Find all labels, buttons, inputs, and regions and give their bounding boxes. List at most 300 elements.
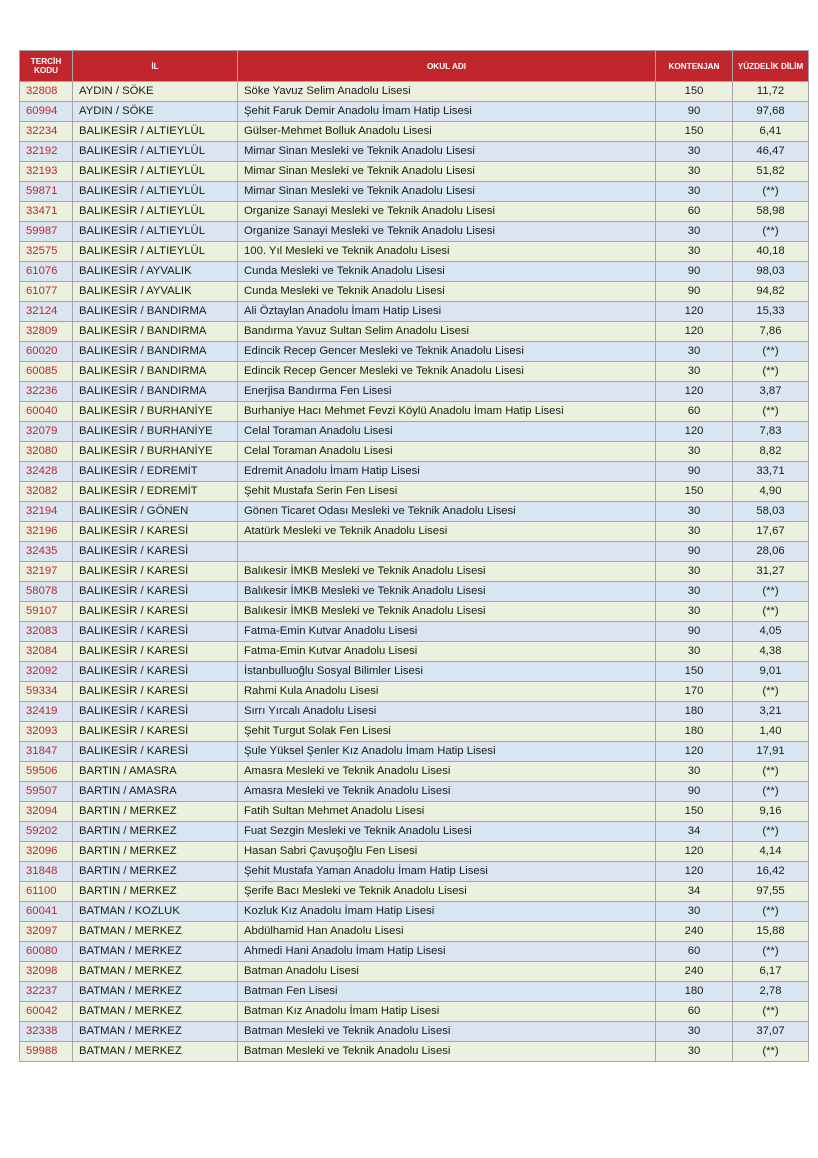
table-row xyxy=(20,922,809,942)
column-header-okul-adi: OKUL ADI xyxy=(238,51,656,82)
il-cell: BATMAN / MERKEZ xyxy=(73,922,238,942)
yuzdelik-dilim-cell: 7,86 xyxy=(733,322,809,342)
kontenjan-cell: 120 xyxy=(656,302,733,322)
okul-adi-cell: Atatürk Mesleki ve Teknik Anadolu Lisesi xyxy=(238,522,656,542)
tercih-kodu-cell: 31847 xyxy=(20,742,73,762)
tercih-kodu-cell: 61076 xyxy=(20,262,73,282)
il-cell: BALIKESİR / BANDIRMA xyxy=(73,342,238,362)
il-cell: BALIKESİR / ALTIEYLÜL xyxy=(73,182,238,202)
yuzdelik-dilim-cell: 94,82 xyxy=(733,282,809,302)
il-cell: BALIKESİR / KARESİ xyxy=(73,642,238,662)
tercih-kodu-cell: 33471 xyxy=(20,202,73,222)
table-row xyxy=(20,842,809,862)
table-row xyxy=(20,262,809,282)
kontenjan-cell: 90 xyxy=(656,282,733,302)
tercih-kodu-cell: 32809 xyxy=(20,322,73,342)
kontenjan-cell: 90 xyxy=(656,102,733,122)
okul-adi-cell: Söke Yavuz Selim Anadolu Lisesi xyxy=(238,82,656,102)
table-row xyxy=(20,242,809,262)
okul-adi-cell: Batman Mesleki ve Teknik Anadolu Lisesi xyxy=(238,1022,656,1042)
yuzdelik-dilim-cell: (**) xyxy=(733,942,809,962)
kontenjan-cell: 30 xyxy=(656,362,733,382)
il-cell: BALIKESİR / KARESİ xyxy=(73,542,238,562)
il-cell: BATMAN / MERKEZ xyxy=(73,942,238,962)
tercih-kodu-cell: 32575 xyxy=(20,242,73,262)
yuzdelik-dilim-cell: 4,38 xyxy=(733,642,809,662)
tercih-kodu-cell: 61077 xyxy=(20,282,73,302)
il-cell: BALIKESİR / BANDIRMA xyxy=(73,382,238,402)
table-row xyxy=(20,322,809,342)
table-row xyxy=(20,382,809,402)
tercih-kodu-cell: 61100 xyxy=(20,882,73,902)
tercih-kodu-cell: 32338 xyxy=(20,1022,73,1042)
table-row xyxy=(20,862,809,882)
tercih-kodu-cell: 60020 xyxy=(20,342,73,362)
il-cell: BALIKESİR / GÖNEN xyxy=(73,502,238,522)
yuzdelik-dilim-cell: 4,90 xyxy=(733,482,809,502)
table-row xyxy=(20,902,809,922)
tercih-kodu-cell: 32196 xyxy=(20,522,73,542)
yuzdelik-dilim-cell: 16,42 xyxy=(733,862,809,882)
okul-adi-cell: Mimar Sinan Mesleki ve Teknik Anadolu Lisesi xyxy=(238,182,656,202)
okul-adi-cell: Cunda Mesleki ve Teknik Anadolu Lisesi xyxy=(238,262,656,282)
table-header xyxy=(20,51,809,82)
kontenjan-cell: 30 xyxy=(656,762,733,782)
yuzdelik-dilim-cell: 3,87 xyxy=(733,382,809,402)
il-cell: BALIKESİR / ALTIEYLÜL xyxy=(73,222,238,242)
okul-adi-cell: Balıkesir İMKB Mesleki ve Teknik Anadolu Lisesi xyxy=(238,602,656,622)
okul-adi-cell: Edincik Recep Gencer Mesleki ve Teknik Anadolu Lisesi xyxy=(238,362,656,382)
kontenjan-cell: 120 xyxy=(656,422,733,442)
tercih-kodu-cell: 32080 xyxy=(20,442,73,462)
okul-adi-cell: Organize Sanayi Mesleki ve Teknik Anadolu Lisesi xyxy=(238,202,656,222)
il-cell: BALIKESİR / KARESİ xyxy=(73,522,238,542)
yuzdelik-dilim-cell: 2,78 xyxy=(733,982,809,1002)
column-header-il: İL xyxy=(73,51,238,82)
yuzdelik-dilim-cell: 31,27 xyxy=(733,562,809,582)
table-row xyxy=(20,582,809,602)
tercih-kodu-cell: 32098 xyxy=(20,962,73,982)
tercih-kodu-cell: 32236 xyxy=(20,382,73,402)
kontenjan-cell: 120 xyxy=(656,322,733,342)
il-cell: BARTIN / AMASRA xyxy=(73,782,238,802)
tercih-kodu-cell: 59202 xyxy=(20,822,73,842)
tercih-kodu-cell: 32197 xyxy=(20,562,73,582)
okul-adi-cell: Batman Fen Lisesi xyxy=(238,982,656,1002)
yuzdelik-dilim-cell: 6,41 xyxy=(733,122,809,142)
yuzdelik-dilim-cell: 58,03 xyxy=(733,502,809,522)
il-cell: BARTIN / MERKEZ xyxy=(73,842,238,862)
tercih-kodu-cell: 32419 xyxy=(20,702,73,722)
yuzdelik-dilim-cell: 9,16 xyxy=(733,802,809,822)
table-row xyxy=(20,662,809,682)
tercih-kodu-cell: 32808 xyxy=(20,82,73,102)
okul-adi-cell: 100. Yıl Mesleki ve Teknik Anadolu Lisesi xyxy=(238,242,656,262)
kontenjan-cell: 150 xyxy=(656,482,733,502)
table-row xyxy=(20,222,809,242)
okul-adi-cell: Balıkesir İMKB Mesleki ve Teknik Anadolu Lisesi xyxy=(238,582,656,602)
table-row xyxy=(20,202,809,222)
tercih-kodu-cell: 32096 xyxy=(20,842,73,862)
il-cell: BALIKESİR / KARESİ xyxy=(73,582,238,602)
kontenjan-cell: 30 xyxy=(656,1042,733,1062)
table-row xyxy=(20,442,809,462)
tercih-kodu-cell: 60994 xyxy=(20,102,73,122)
yuzdelik-dilim-cell: 3,21 xyxy=(733,702,809,722)
okul-adi-cell: Edremit Anadolu İmam Hatip Lisesi xyxy=(238,462,656,482)
kontenjan-cell: 120 xyxy=(656,382,733,402)
yuzdelik-dilim-cell: (**) xyxy=(733,762,809,782)
kontenjan-cell: 180 xyxy=(656,982,733,1002)
kontenjan-cell: 120 xyxy=(656,842,733,862)
tercih-kodu-cell: 32237 xyxy=(20,982,73,1002)
okul-adi-cell: Hasan Sabri Çavuşoğlu Fen Lisesi xyxy=(238,842,656,862)
tercih-kodu-cell: 60080 xyxy=(20,942,73,962)
yuzdelik-dilim-cell: 11,72 xyxy=(733,82,809,102)
il-cell: BATMAN / MERKEZ xyxy=(73,1002,238,1022)
il-cell: BALIKESİR / KARESİ xyxy=(73,662,238,682)
yuzdelik-dilim-cell: (**) xyxy=(733,342,809,362)
table-row xyxy=(20,1042,809,1062)
tercih-kodu-cell: 32192 xyxy=(20,142,73,162)
table-row xyxy=(20,822,809,842)
tercih-kodu-cell: 31848 xyxy=(20,862,73,882)
okul-adi-cell: Bandırma Yavuz Sultan Selim Anadolu Lisesi xyxy=(238,322,656,342)
kontenjan-cell: 30 xyxy=(656,182,733,202)
okul-adi-cell: Mimar Sinan Mesleki ve Teknik Anadolu Lisesi xyxy=(238,142,656,162)
table-row xyxy=(20,362,809,382)
il-cell: BALIKESİR / KARESİ xyxy=(73,702,238,722)
il-cell: BALIKESİR / ALTIEYLÜL xyxy=(73,122,238,142)
kontenjan-cell: 30 xyxy=(656,142,733,162)
tercih-kodu-cell: 32124 xyxy=(20,302,73,322)
kontenjan-cell: 90 xyxy=(656,262,733,282)
kontenjan-cell: 150 xyxy=(656,802,733,822)
okul-adi-cell: Abdülhamid Han Anadolu Lisesi xyxy=(238,922,656,942)
kontenjan-cell: 60 xyxy=(656,402,733,422)
kontenjan-cell: 30 xyxy=(656,562,733,582)
kontenjan-cell: 120 xyxy=(656,862,733,882)
tercih-kodu-cell: 32079 xyxy=(20,422,73,442)
kontenjan-cell: 30 xyxy=(656,602,733,622)
table-row xyxy=(20,942,809,962)
il-cell: BALIKESİR / BANDIRMA xyxy=(73,362,238,382)
kontenjan-cell: 180 xyxy=(656,702,733,722)
yuzdelik-dilim-cell: 9,01 xyxy=(733,662,809,682)
table-row xyxy=(20,502,809,522)
kontenjan-cell: 240 xyxy=(656,962,733,982)
il-cell: BATMAN / KOZLUK xyxy=(73,902,238,922)
okul-adi-cell: Rahmi Kula Anadolu Lisesi xyxy=(238,682,656,702)
yuzdelik-dilim-cell: 15,88 xyxy=(733,922,809,942)
il-cell: BALIKESİR / KARESİ xyxy=(73,742,238,762)
table-row xyxy=(20,882,809,902)
kontenjan-cell: 30 xyxy=(656,642,733,662)
kontenjan-cell: 90 xyxy=(656,542,733,562)
tercih-kodu-cell: 32194 xyxy=(20,502,73,522)
table-row xyxy=(20,102,809,122)
yuzdelik-dilim-cell: 51,82 xyxy=(733,162,809,182)
okul-adi-cell: Ali Öztaylan Anadolu İmam Hatip Lisesi xyxy=(238,302,656,322)
okul-adi-cell: Gönen Ticaret Odası Mesleki ve Teknik Anadolu Lisesi xyxy=(238,502,656,522)
tercih-kodu-cell: 60085 xyxy=(20,362,73,382)
tercih-kodu-cell: 59871 xyxy=(20,182,73,202)
table-row xyxy=(20,802,809,822)
il-cell: BARTIN / MERKEZ xyxy=(73,822,238,842)
kontenjan-cell: 30 xyxy=(656,442,733,462)
tercih-kodu-cell: 59506 xyxy=(20,762,73,782)
il-cell: BALIKESİR / BURHANİYE xyxy=(73,422,238,442)
kontenjan-cell: 170 xyxy=(656,682,733,702)
tercih-kodu-cell: 32094 xyxy=(20,802,73,822)
il-cell: BALIKESİR / ALTIEYLÜL xyxy=(73,142,238,162)
yuzdelik-dilim-cell: 17,91 xyxy=(733,742,809,762)
kontenjan-cell: 30 xyxy=(656,502,733,522)
okul-adi-cell: Batman Kız Anadolu İmam Hatip Lisesi xyxy=(238,1002,656,1022)
okul-adi-cell: Sırrı Yırcalı Anadolu Lisesi xyxy=(238,702,656,722)
school-quota-table xyxy=(19,50,809,1062)
yuzdelik-dilim-cell: 6,17 xyxy=(733,962,809,982)
il-cell: BALIKESİR / AYVALIK xyxy=(73,282,238,302)
il-cell: BARTIN / AMASRA xyxy=(73,762,238,782)
table-row xyxy=(20,342,809,362)
column-header-kontenjan: KONTENJAN xyxy=(656,51,733,82)
kontenjan-cell: 60 xyxy=(656,1002,733,1022)
table-row xyxy=(20,642,809,662)
tercih-kodu-cell: 32097 xyxy=(20,922,73,942)
okul-adi-cell: Şehit Mustafa Yaman Anadolu İmam Hatip Lisesi xyxy=(238,862,656,882)
okul-adi-cell: Amasra Mesleki ve Teknik Anadolu Lisesi xyxy=(238,762,656,782)
yuzdelik-dilim-cell: (**) xyxy=(733,782,809,802)
tercih-kodu-cell: 60040 xyxy=(20,402,73,422)
yuzdelik-dilim-cell: 98,03 xyxy=(733,262,809,282)
il-cell: BALIKESİR / EDREMİT xyxy=(73,462,238,482)
okul-adi-cell: Celal Toraman Anadolu Lisesi xyxy=(238,422,656,442)
yuzdelik-dilim-cell: 40,18 xyxy=(733,242,809,262)
tercih-kodu-cell: 59507 xyxy=(20,782,73,802)
okul-adi-cell: Gülser-Mehmet Bolluk Anadolu Lisesi xyxy=(238,122,656,142)
kontenjan-cell: 30 xyxy=(656,1022,733,1042)
il-cell: AYDIN / SÖKE xyxy=(73,82,238,102)
okul-adi-cell: Kozluk Kız Anadolu İmam Hatip Lisesi xyxy=(238,902,656,922)
table-row xyxy=(20,742,809,762)
table-row xyxy=(20,682,809,702)
il-cell: BALIKESİR / BURHANİYE xyxy=(73,442,238,462)
tercih-kodu-cell: 32092 xyxy=(20,662,73,682)
il-cell: BALIKESİR / KARESİ xyxy=(73,682,238,702)
table-row xyxy=(20,482,809,502)
table-row xyxy=(20,602,809,622)
tercih-kodu-cell: 32193 xyxy=(20,162,73,182)
yuzdelik-dilim-cell: 28,06 xyxy=(733,542,809,562)
il-cell: BALIKESİR / EDREMİT xyxy=(73,482,238,502)
tercih-kodu-cell: 32084 xyxy=(20,642,73,662)
table-row xyxy=(20,722,809,742)
table-row xyxy=(20,622,809,642)
yuzdelik-dilim-cell: 58,98 xyxy=(733,202,809,222)
okul-adi-cell: Cunda Mesleki ve Teknik Anadolu Lisesi xyxy=(238,282,656,302)
yuzdelik-dilim-cell: (**) xyxy=(733,822,809,842)
okul-adi-cell: Fatma-Emin Kutvar Anadolu Lisesi xyxy=(238,642,656,662)
table-row xyxy=(20,562,809,582)
okul-adi-cell xyxy=(238,542,656,562)
okul-adi-cell: Fatih Sultan Mehmet Anadolu Lisesi xyxy=(238,802,656,822)
tercih-kodu-cell: 59987 xyxy=(20,222,73,242)
tercih-kodu-cell: 32082 xyxy=(20,482,73,502)
il-cell: BALIKESİR / ALTIEYLÜL xyxy=(73,242,238,262)
tercih-kodu-cell: 58078 xyxy=(20,582,73,602)
okul-adi-cell: Burhaniye Hacı Mehmet Fevzi Köylü Anadolu İmam Hatip Lisesi xyxy=(238,402,656,422)
okul-adi-cell: İstanbulluoğlu Sosyal Bilimler Lisesi xyxy=(238,662,656,682)
okul-adi-cell: Fuat Sezgin Mesleki ve Teknik Anadolu Lisesi xyxy=(238,822,656,842)
yuzdelik-dilim-cell: 17,67 xyxy=(733,522,809,542)
kontenjan-cell: 90 xyxy=(656,782,733,802)
table-row xyxy=(20,422,809,442)
yuzdelik-dilim-cell: (**) xyxy=(733,582,809,602)
kontenjan-cell: 120 xyxy=(656,742,733,762)
il-cell: BATMAN / MERKEZ xyxy=(73,1022,238,1042)
kontenjan-cell: 90 xyxy=(656,462,733,482)
il-cell: BALIKESİR / BANDIRMA xyxy=(73,302,238,322)
table-body xyxy=(20,82,809,1062)
kontenjan-cell: 30 xyxy=(656,582,733,602)
kontenjan-cell: 30 xyxy=(656,242,733,262)
kontenjan-cell: 240 xyxy=(656,922,733,942)
table-row xyxy=(20,182,809,202)
table-row xyxy=(20,1022,809,1042)
table-row xyxy=(20,1002,809,1022)
il-cell: BALIKESİR / KARESİ xyxy=(73,622,238,642)
il-cell: BATMAN / MERKEZ xyxy=(73,982,238,1002)
okul-adi-cell: Batman Anadolu Lisesi xyxy=(238,962,656,982)
table-row xyxy=(20,122,809,142)
okul-adi-cell: Mimar Sinan Mesleki ve Teknik Anadolu Lisesi xyxy=(238,162,656,182)
kontenjan-cell: 60 xyxy=(656,202,733,222)
kontenjan-cell: 30 xyxy=(656,222,733,242)
table-row xyxy=(20,782,809,802)
okul-adi-cell: Celal Toraman Anadolu Lisesi xyxy=(238,442,656,462)
yuzdelik-dilim-cell: (**) xyxy=(733,182,809,202)
il-cell: BALIKESİR / ALTIEYLÜL xyxy=(73,162,238,182)
yuzdelik-dilim-cell: 4,05 xyxy=(733,622,809,642)
il-cell: BATMAN / MERKEZ xyxy=(73,1042,238,1062)
tercih-kodu-cell: 60042 xyxy=(20,1002,73,1022)
il-cell: BARTIN / MERKEZ xyxy=(73,882,238,902)
table-row xyxy=(20,402,809,422)
yuzdelik-dilim-cell: 46,47 xyxy=(733,142,809,162)
table-row xyxy=(20,762,809,782)
tercih-kodu-cell: 59334 xyxy=(20,682,73,702)
table-row xyxy=(20,962,809,982)
kontenjan-cell: 30 xyxy=(656,342,733,362)
okul-adi-cell: Edincik Recep Gencer Mesleki ve Teknik Anadolu Lisesi xyxy=(238,342,656,362)
table-row xyxy=(20,702,809,722)
tercih-kodu-cell: 59107 xyxy=(20,602,73,622)
kontenjan-cell: 34 xyxy=(656,822,733,842)
column-header-yuzdelik-dilim: YÜZDELİK DİLİM xyxy=(733,51,809,82)
yuzdelik-dilim-cell: 97,55 xyxy=(733,882,809,902)
il-cell: BALIKESİR / KARESİ xyxy=(73,562,238,582)
il-cell: BALIKESİR / KARESİ xyxy=(73,602,238,622)
tercih-kodu-cell: 32234 xyxy=(20,122,73,142)
il-cell: BATMAN / MERKEZ xyxy=(73,962,238,982)
okul-adi-cell: Ahmedi Hani Anadolu İmam Hatip Lisesi xyxy=(238,942,656,962)
tercih-kodu-cell: 32083 xyxy=(20,622,73,642)
okul-adi-cell: Şerife Bacı Mesleki ve Teknik Anadolu Lisesi xyxy=(238,882,656,902)
okul-adi-cell: Amasra Mesleki ve Teknik Anadolu Lisesi xyxy=(238,782,656,802)
table-row xyxy=(20,302,809,322)
yuzdelik-dilim-cell: (**) xyxy=(733,1042,809,1062)
tercih-kodu-cell: 32428 xyxy=(20,462,73,482)
kontenjan-cell: 30 xyxy=(656,162,733,182)
tercih-kodu-cell: 59988 xyxy=(20,1042,73,1062)
okul-adi-cell: Fatma-Emin Kutvar Anadolu Lisesi xyxy=(238,622,656,642)
okul-adi-cell: Balıkesir İMKB Mesleki ve Teknik Anadolu Lisesi xyxy=(238,562,656,582)
il-cell: BALIKESİR / BANDIRMA xyxy=(73,322,238,342)
il-cell: BALIKESİR / KARESİ xyxy=(73,722,238,742)
okul-adi-cell: Batman Mesleki ve Teknik Anadolu Lisesi xyxy=(238,1042,656,1062)
table-row xyxy=(20,982,809,1002)
yuzdelik-dilim-cell: 33,71 xyxy=(733,462,809,482)
yuzdelik-dilim-cell: (**) xyxy=(733,1002,809,1022)
yuzdelik-dilim-cell: 37,07 xyxy=(733,1022,809,1042)
yuzdelik-dilim-cell: (**) xyxy=(733,902,809,922)
okul-adi-cell: Şehit Turgut Solak Fen Lisesi xyxy=(238,722,656,742)
yuzdelik-dilim-cell: 15,33 xyxy=(733,302,809,322)
kontenjan-cell: 60 xyxy=(656,942,733,962)
kontenjan-cell: 180 xyxy=(656,722,733,742)
yuzdelik-dilim-cell: 1,40 xyxy=(733,722,809,742)
yuzdelik-dilim-cell: (**) xyxy=(733,602,809,622)
table-row xyxy=(20,282,809,302)
table-row xyxy=(20,542,809,562)
okul-adi-cell: Şule Yüksel Şenler Kız Anadolu İmam Hatip Lisesi xyxy=(238,742,656,762)
kontenjan-cell: 150 xyxy=(656,122,733,142)
yuzdelik-dilim-cell: 8,82 xyxy=(733,442,809,462)
table-row xyxy=(20,142,809,162)
table-row xyxy=(20,522,809,542)
il-cell: BALIKESİR / AYVALIK xyxy=(73,262,238,282)
kontenjan-cell: 150 xyxy=(656,82,733,102)
il-cell: BARTIN / MERKEZ xyxy=(73,862,238,882)
kontenjan-cell: 30 xyxy=(656,522,733,542)
kontenjan-cell: 150 xyxy=(656,662,733,682)
okul-adi-cell: Enerjisa Bandırma Fen Lisesi xyxy=(238,382,656,402)
yuzdelik-dilim-cell: 7,83 xyxy=(733,422,809,442)
yuzdelik-dilim-cell: (**) xyxy=(733,222,809,242)
yuzdelik-dilim-cell: (**) xyxy=(733,682,809,702)
il-cell: BALIKESİR / ALTIEYLÜL xyxy=(73,202,238,222)
yuzdelik-dilim-cell: 4,14 xyxy=(733,842,809,862)
okul-adi-cell: Şehit Mustafa Serin Fen Lisesi xyxy=(238,482,656,502)
kontenjan-cell: 90 xyxy=(656,622,733,642)
okul-adi-cell: Şehit Faruk Demir Anadolu İmam Hatip Lisesi xyxy=(238,102,656,122)
okul-adi-cell: Organize Sanayi Mesleki ve Teknik Anadolu Lisesi xyxy=(238,222,656,242)
kontenjan-cell: 34 xyxy=(656,882,733,902)
table-row xyxy=(20,162,809,182)
il-cell: AYDIN / SÖKE xyxy=(73,102,238,122)
tercih-kodu-cell: 32093 xyxy=(20,722,73,742)
il-cell: BARTIN / MERKEZ xyxy=(73,802,238,822)
yuzdelik-dilim-cell: (**) xyxy=(733,362,809,382)
table-row xyxy=(20,82,809,102)
yuzdelik-dilim-cell: 97,68 xyxy=(733,102,809,122)
column-header-tercih-kodu: TERCİH KODU xyxy=(20,51,73,82)
kontenjan-cell: 30 xyxy=(656,902,733,922)
il-cell: BALIKESİR / BURHANİYE xyxy=(73,402,238,422)
yuzdelik-dilim-cell: (**) xyxy=(733,402,809,422)
tercih-kodu-cell: 60041 xyxy=(20,902,73,922)
